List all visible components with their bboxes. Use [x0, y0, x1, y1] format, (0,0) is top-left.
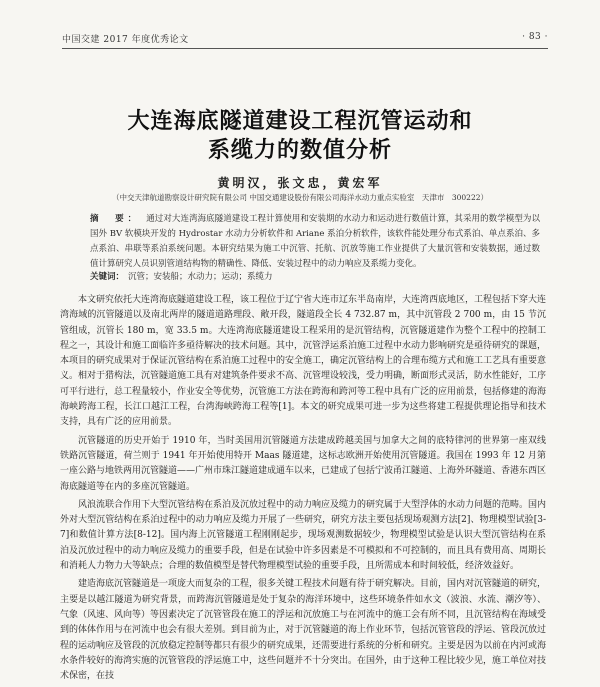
journal-name: 中国交建 2017 年度优秀论文 [62, 35, 189, 45]
paragraph: 建造海底沉管隧道是一项庞大而复杂的工程，很多关键工程技术问题有待于研究解决。目前，国内对沉管隧道的研究，主要是以越江隧道为研究背景，而跨海沉管隧道是处于复杂的海洋环境中，这些环境条件如水文（波浪、水流、潮汐等）、气象（风速、风向等）等因素决定了沉管管段在施工的浮运和沉放施工与在河流中的施工会有所不同，且沉管结构在海域受到的体体作用与在河流中也会有很大差别。到目前为止，对于沉管隧道的海上作业环节，包括沉管管段的浮运、管段沉放过程的运动响应及管段的沉放稳定控制等都只有很少的研究成果，还需要进行系统的分析和研究。主要是因为以前在内河或海水条件较好的海湾实施的沉管管段的浮运施工中，这些问题并不十分突出。在国外，由于这种工程比较少见，施工单位对技术保密，在技 [60, 579, 547, 682]
paragraph: 本文研究依托大连湾海底隧道建设工程，该工程位于辽宁省大连市辽东半岛南岸，大连湾西底地区，工程包括下穿大连湾海域的沉管隧道以及南北两岸的隧道道路理段、敞开段，隧道段全长 4 732.87 m，其中沉管段 2 700 m，由 15 节沉管组成，沉管长 180 m，宽 33.5 m。大连湾海底隧道建设工程采用的是沉管结构，沉管隧道建作为整个工程中的控制工程之一，其设计和施工面临许多亟待解决的技术问题。其中，沉管浮运系泊施工过程中水动力影响研究是亟待研究的课题，本项目的研究成果对于保证沉管结构在系泊施工过程中的安全施工，确定沉管结构上的合理布缆方式和施工工艺具有重要意义。相对于猎构法，沉管隧道施工具有对建筑条件要求不高、沉管埋设较浅，受力明确，断面形式灵活，防水性能好，工序可平行进行，总工程量较小，作业安全等优势，沉管施工方法在跨海和跨河等工程中具有广泛的应用前景，包括修建的海海海峡跨海工程，长江口越江工程，台湾海峡跨海工程等[1]。本文的研究成果可进一步为这些将建工程提供理论指导和技术支持，具有广泛的应用前景。 [60, 295, 547, 428]
abstract-label: 摘 要： [90, 214, 141, 224]
page-number: · 83 · [522, 32, 548, 42]
title-line-2: 系缆力的数值分析 [207, 137, 392, 163]
abstract [90, 212, 540, 272]
keywords-label: 关键词： [90, 272, 125, 282]
paragraph: 沉管隧道的历史开始于 1910 年，当时美国用沉管隧道方法建成跨越美国与加拿大之间的底特律河的世界第一座双线铁路沉管隧道，荷兰则于 1941 年开始使用特开 Maas 隧道建，这标志欧洲开始使用沉管隧道。我国在 1993 年 12 月第一座公路与地铁两用沉管隧道——广州市珠江隧道建成通车以来，已建成了包括宁波甬江隧道、上海外环隧道、香港东西区海底隧道等在内的多座沉管隧道。 [60, 435, 547, 492]
paper-title [0, 107, 600, 165]
keywords [90, 271, 540, 283]
title-line-1: 大连海底隧道建设工程沉管运动和 [127, 108, 473, 134]
affiliation: （中交天津航道勘察设计研究院有限公司 中国交通建设股份有限公司海洋水动力重点实验室 天津市 300222） [111, 193, 488, 202]
keywords-text: 沉管；安装船；水动力；运动；系缆力 [128, 272, 273, 282]
authors: 黄明汉，张文忠，黄宏军 [217, 176, 383, 190]
running-head [62, 32, 548, 49]
abstract-text: 通过对大连湾海底隧道建设工程计算使用和安装期的水动力和运动进行数值计算，其采用的数学模型为以国外 BV 软模块开发的 Hydrostar 水动力分析软件和 Ariane 系泊分析软件，该软件能处理分布式系泊、单点系泊、多点系泊、串联等系泊系统问题。本研究结果为施工中沉管、托航、沉放等施工作业提供了大量沉管和安装数据，通过数值计算研究人员识别管道结构物的精确性、降低、安装过程中的动力响应及系缆力变化。 [90, 214, 540, 269]
paragraph: 风浪流联合作用下大型沉管结构在系泊及沉放过程中的动力响应及缆力的研究属于大型浮体的水动力问题的范畴。国内外对大型沉管结构在系泊过程中的动力响应及缆力开展了一些研究，研究方法主要包括现场观测方法[2]、物理模型试验[3-7]和数值计算方法[8-12]。国内海上沉管隧道工程刚刚起步，现场观测数据较少，物理模型试验是认识大型沉管结构在系泊及沉放过程中的动力响应及缆力的重要手段，但是在试验中许多因素是不可模拟和不可控制的，而且具有费用高、周期长和消耗人力物力大等缺点；合理的数值模型是替代物理模型试验的重要手段，且所需成本和时间较低，经济效益好。 [60, 499, 547, 572]
body-text [60, 293, 546, 684]
